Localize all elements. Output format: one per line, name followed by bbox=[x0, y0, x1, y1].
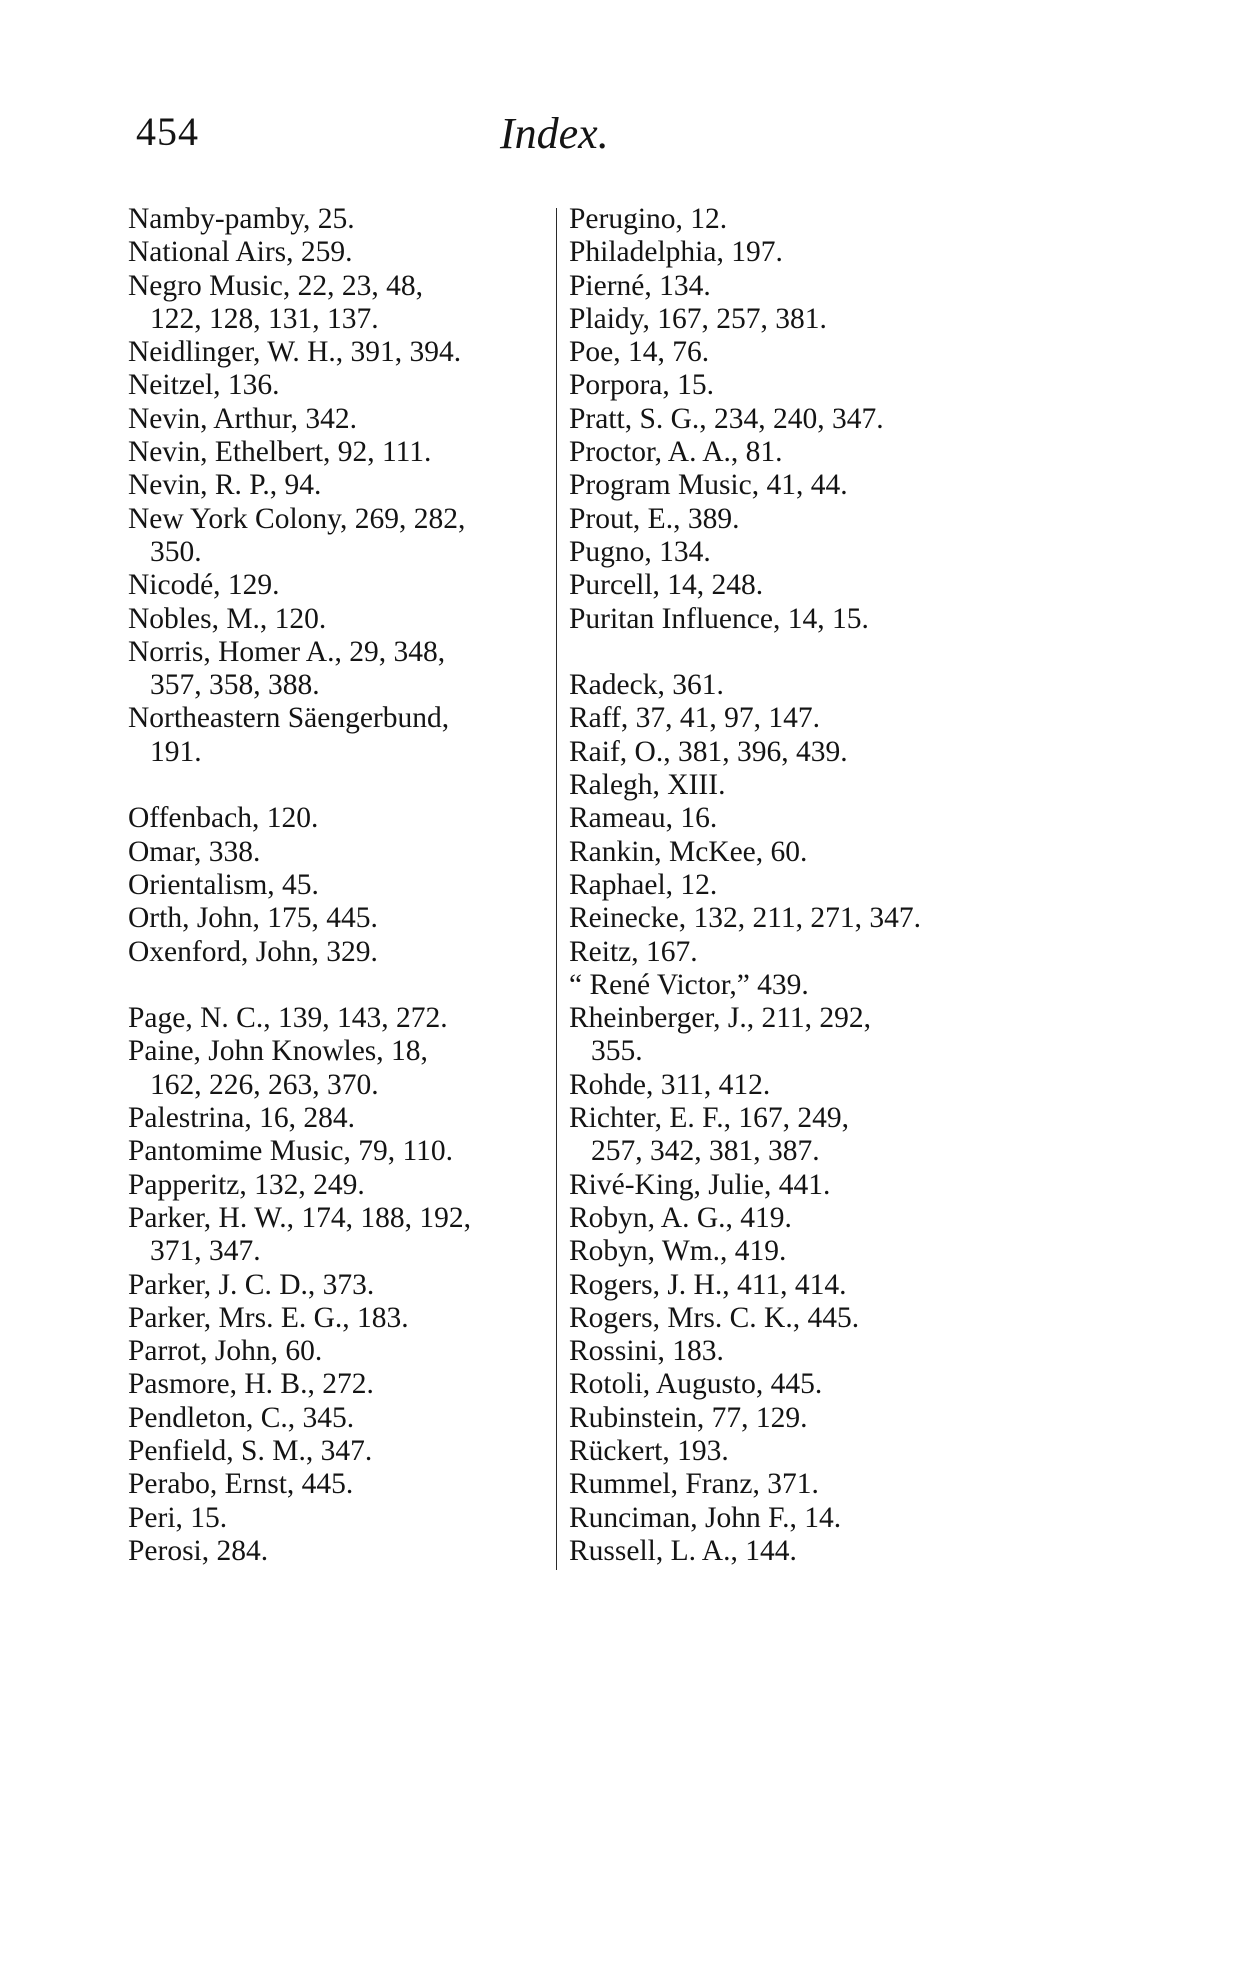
index-column-left bbox=[128, 203, 548, 1568]
index-entry: Reinecke, 132, 211, 271, 347. bbox=[569, 902, 922, 935]
index-entry: Namby-pamby, 25. bbox=[128, 203, 355, 235]
index-entry: Penfield, S. M., 347. bbox=[128, 1434, 373, 1467]
index-entry: Pantomime Music, 79, 110. bbox=[128, 1135, 454, 1168]
index-entry: “ René Victor,” 439. bbox=[569, 968, 809, 1001]
index-entry: Porpora, 15. bbox=[569, 369, 715, 402]
index-entry: Raphael, 12. bbox=[569, 868, 718, 901]
index-entry: Rankin, McKee, 60. bbox=[569, 835, 808, 868]
index-entry: Nevin, Ethelbert, 92, 111. bbox=[128, 436, 432, 469]
index-entry: Papperitz, 132, 249. bbox=[128, 1168, 365, 1201]
index-entry: Perugino, 12. bbox=[569, 203, 728, 235]
index-entry: Orientalism, 45. bbox=[128, 868, 319, 901]
index-entry: Radeck, 361. bbox=[569, 669, 724, 702]
index-entry: Rogers, J. H., 411, 414. bbox=[569, 1268, 847, 1301]
index-entry: Parker, H. W., 174, 188, 192, bbox=[128, 1201, 471, 1234]
index-entry: Rossini, 183. bbox=[569, 1335, 724, 1368]
index-entry: Nobles, M., 120. bbox=[128, 602, 327, 635]
index-entry: Negro Music, 22, 23, 48, bbox=[128, 269, 423, 302]
index-entry: Norris, Homer A., 29, 348, bbox=[128, 635, 446, 668]
column-divider bbox=[556, 208, 557, 1570]
page-number: 454 bbox=[136, 109, 199, 154]
index-entry: Palestrina, 16, 284. bbox=[128, 1102, 355, 1135]
index-entry-continuation: 350. bbox=[150, 535, 202, 568]
index-entry-continuation: 355. bbox=[591, 1035, 643, 1068]
index-entry: Rameau, 16. bbox=[569, 802, 718, 835]
index-entry: Reitz, 167. bbox=[569, 935, 698, 968]
index-entry: Parker, J. C. D., 373. bbox=[128, 1268, 375, 1301]
index-entry: Rückert, 193. bbox=[569, 1434, 729, 1467]
index-entry: National Airs, 259. bbox=[128, 236, 353, 269]
index-entry: Nevin, Arthur, 342. bbox=[128, 402, 358, 435]
index-entry: Raif, O., 381, 396, 439. bbox=[569, 735, 848, 768]
index-entry: Richter, E. F., 167, 249, bbox=[569, 1102, 849, 1135]
index-entry: Offenbach, 120. bbox=[128, 802, 319, 835]
index-entry: New York Colony, 269, 282, bbox=[128, 502, 466, 535]
index-entry: Proctor, A. A., 81. bbox=[569, 436, 783, 469]
index-entry-continuation: 371, 347. bbox=[150, 1235, 261, 1268]
index-entry: Robyn, A. G., 419. bbox=[569, 1201, 792, 1234]
section-gap bbox=[128, 769, 548, 802]
index-entry: Rummel, Franz, 371. bbox=[569, 1468, 819, 1501]
index-entry: Program Music, 41, 44. bbox=[569, 469, 848, 502]
index-entry: Runciman, John F., 14. bbox=[569, 1501, 842, 1534]
index-entry: Paine, John Knowles, 18, bbox=[128, 1035, 428, 1068]
index-entry: Rivé-King, Julie, 441. bbox=[569, 1168, 831, 1201]
index-entry: Neidlinger, W. H., 391, 394. bbox=[128, 336, 462, 369]
index-entry-continuation: 191. bbox=[150, 735, 202, 768]
index-entry: Pugno, 134. bbox=[569, 535, 711, 568]
index-entry: Perosi, 284. bbox=[128, 1534, 269, 1567]
index-entry: Prout, E., 389. bbox=[569, 502, 740, 535]
index-entry: Pratt, S. G., 234, 240, 347. bbox=[569, 402, 884, 435]
index-entry: Pendleton, C., 345. bbox=[128, 1401, 355, 1434]
index-entry: Nevin, R. P., 94. bbox=[128, 469, 322, 502]
index-entry: Northeastern Säengerbund, bbox=[128, 702, 450, 735]
index-entry: Plaidy, 167, 257, 381. bbox=[569, 302, 827, 335]
index-entry-continuation: 162, 226, 263, 370. bbox=[150, 1068, 379, 1101]
index-entry: Raff, 37, 41, 97, 147. bbox=[569, 702, 821, 735]
index-entry: Russell, L. A., 144. bbox=[569, 1534, 797, 1567]
index-entry: Orth, John, 175, 445. bbox=[128, 902, 378, 935]
index-entry-continuation: 357, 358, 388. bbox=[150, 669, 320, 702]
index-entry: Pierné, 134. bbox=[569, 269, 711, 302]
index-entry-continuation: 122, 128, 131, 137. bbox=[150, 302, 379, 335]
index-entry: Neitzel, 136. bbox=[128, 369, 280, 402]
index-entry: Peri, 15. bbox=[128, 1501, 228, 1534]
index-entry: Rogers, Mrs. C. K., 445. bbox=[569, 1301, 860, 1334]
index-entry: Page, N. C., 139, 143, 272. bbox=[128, 1002, 448, 1035]
index-column-right bbox=[569, 203, 999, 1568]
index-entry: Purcell, 14, 248. bbox=[569, 569, 764, 602]
index-entry: Rubinstein, 77, 129. bbox=[569, 1401, 808, 1434]
index-entry: Robyn, Wm., 419. bbox=[569, 1235, 787, 1268]
index-entry: Nicodé, 129. bbox=[128, 569, 280, 602]
index-entry: Perabo, Ernst, 445. bbox=[128, 1468, 354, 1501]
index-entry: Ralegh, XIII. bbox=[569, 769, 726, 802]
index-entry: Parrot, John, 60. bbox=[128, 1335, 323, 1368]
index-entry: Pasmore, H. B., 272. bbox=[128, 1368, 374, 1401]
index-entry: Rheinberger, J., 211, 292, bbox=[569, 1002, 871, 1035]
section-gap bbox=[569, 636, 999, 669]
index-entry: Poe, 14, 76. bbox=[569, 336, 710, 369]
index-entry: Oxenford, John, 329. bbox=[128, 935, 378, 968]
index-entry: Parker, Mrs. E. G., 183. bbox=[128, 1301, 409, 1334]
section-gap bbox=[128, 969, 548, 1002]
index-entry: Omar, 338. bbox=[128, 835, 261, 868]
index-entry: Rotoli, Augusto, 445. bbox=[569, 1368, 823, 1401]
page-title: Index. bbox=[500, 109, 609, 158]
index-entry: Philadelphia, 197. bbox=[569, 236, 783, 269]
index-entry-continuation: 257, 342, 381, 387. bbox=[591, 1135, 820, 1168]
index-entry: Rohde, 311, 412. bbox=[569, 1068, 771, 1101]
index-entry: Puritan Influence, 14, 15. bbox=[569, 602, 869, 635]
